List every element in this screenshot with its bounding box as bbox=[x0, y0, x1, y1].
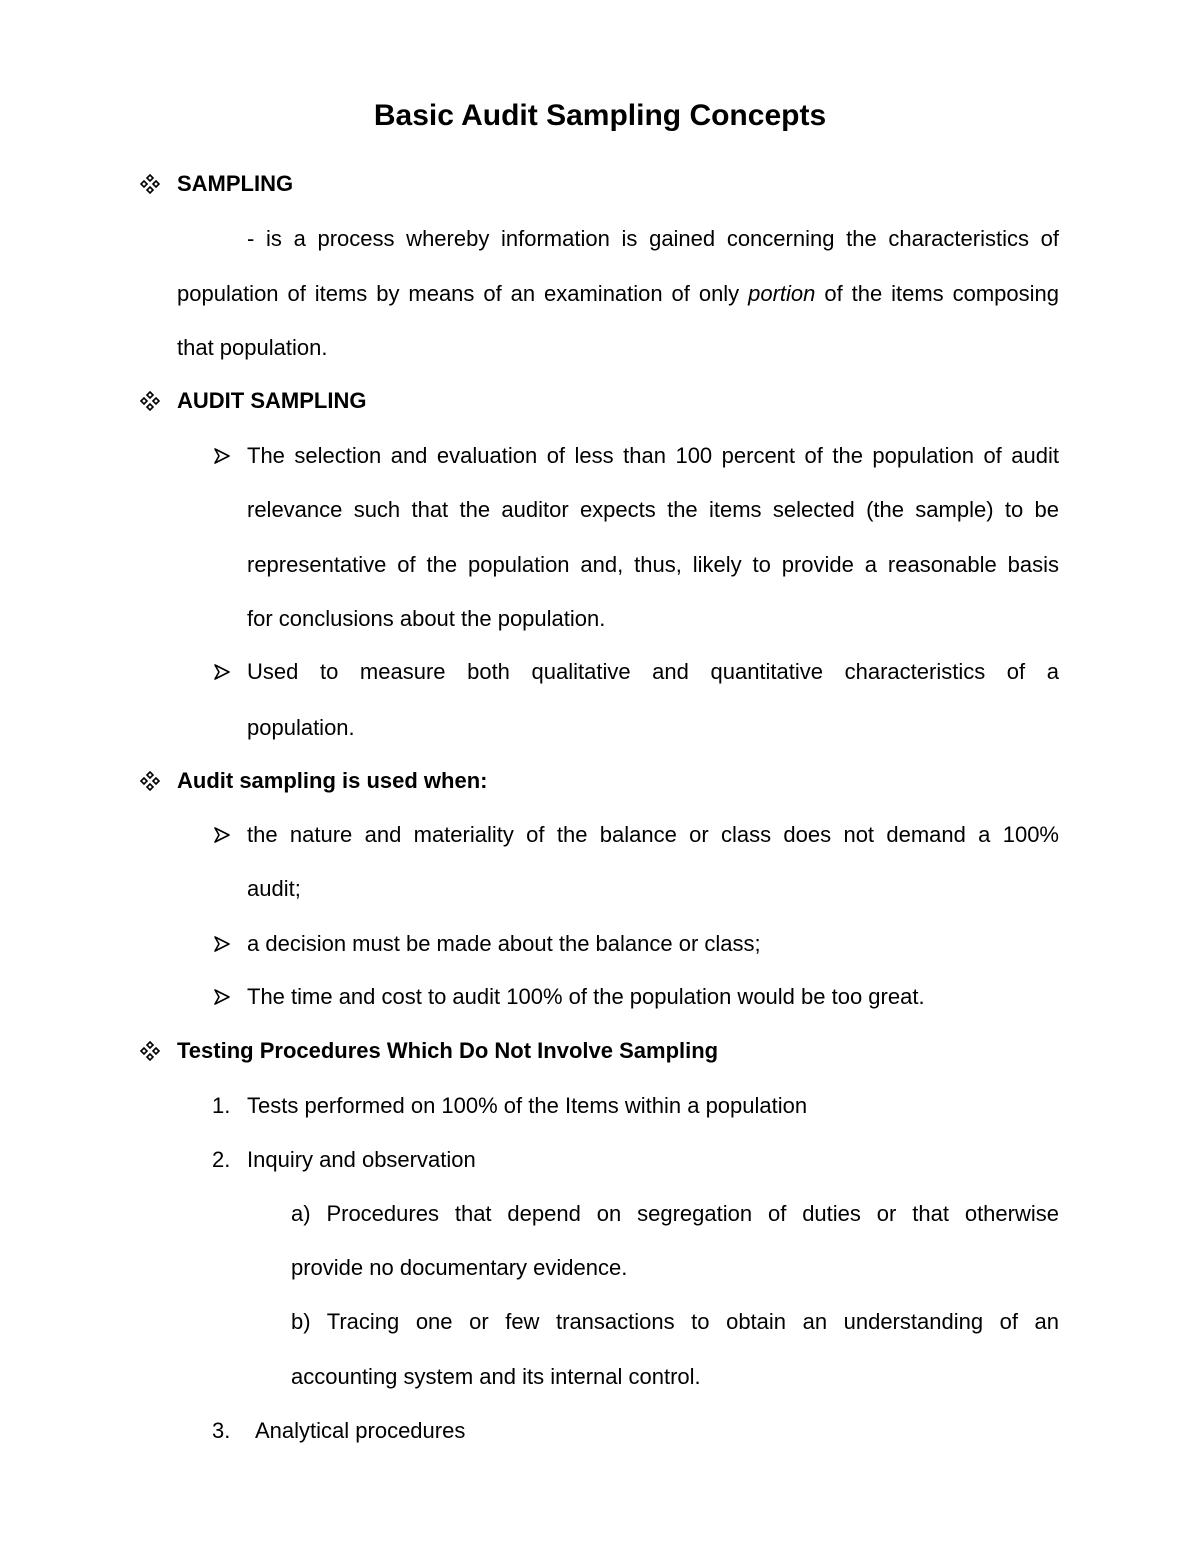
audit-sampling-item-1-line-1: The selection and evaluation of less than 100 percent of the population of audit bbox=[247, 443, 1059, 468]
sub-item-b-line-2: accounting system and its internal control. bbox=[291, 1364, 701, 1389]
four-diamond-bullet-icon bbox=[140, 1041, 160, 1061]
sampling-definition-line-1: - is a process whereby information is gained concerning the characteristics of bbox=[247, 226, 1059, 251]
four-diamond-bullet-icon bbox=[140, 391, 160, 411]
numbered-item-2-number: 2. bbox=[212, 1147, 231, 1172]
audit-sampling-item-2-line-2: population. bbox=[247, 715, 355, 740]
sub-item-a-line-2: provide no documentary evidence. bbox=[291, 1255, 628, 1280]
numbered-item-1-text: Tests performed on 100% of the Items within a population bbox=[247, 1093, 808, 1118]
section-heading-sampling: SAMPLING bbox=[177, 171, 294, 196]
sampling-definition-line-3: that population. bbox=[177, 335, 328, 360]
numbered-item-2-text: Inquiry and observation bbox=[247, 1147, 476, 1172]
sampling-definition-line-2: population of items by means of an examination of only portion of the items composing bbox=[177, 281, 1059, 306]
numbered-item-1-number: 1. bbox=[212, 1093, 231, 1118]
sub-item-a-line-1: a) Procedures that depend on segregation of duties or that otherwise bbox=[291, 1201, 1059, 1226]
arrowhead-bullet-icon bbox=[213, 935, 231, 953]
numbered-item-3-text: Analytical procedures bbox=[255, 1418, 466, 1443]
audit-sampling-item-1-line-3: representative of the population and, thus, likely to provide a reasonable basis bbox=[247, 552, 1059, 577]
emphasis-portion: portion bbox=[748, 281, 816, 306]
four-diamond-bullet-icon bbox=[140, 771, 160, 791]
page-title: Basic Audit Sampling Concepts bbox=[373, 99, 827, 132]
numbered-item-3-number: 3. bbox=[212, 1418, 231, 1443]
arrowhead-bullet-icon bbox=[213, 826, 231, 844]
four-diamond-bullet-icon bbox=[140, 174, 160, 194]
section-heading-audit-sampling: AUDIT SAMPLING bbox=[177, 388, 367, 413]
audit-sampling-item-1-line-4: for conclusions about the population. bbox=[247, 606, 606, 631]
audit-sampling-item-1-line-2: relevance such that the auditor expects the items selected (the sample) to be bbox=[247, 497, 1059, 522]
used-when-item-1-line-2: audit; bbox=[247, 876, 301, 901]
used-when-item-3: The time and cost to audit 100% of the population would be too great. bbox=[247, 984, 925, 1009]
used-when-item-2: a decision must be made about the balance or class; bbox=[247, 931, 761, 956]
audit-sampling-item-2-line-1: Used to measure both qualitative and quantitative characteristics of a bbox=[247, 659, 1059, 684]
sub-item-b-line-1: b) Tracing one or few transactions to obtain an understanding of an bbox=[291, 1309, 1059, 1334]
section-heading-testing-procedures: Testing Procedures Which Do Not Involve Sampling bbox=[177, 1038, 719, 1063]
used-when-item-1-line-1: the nature and materiality of the balance or class does not demand a 100% bbox=[247, 822, 1059, 847]
section-heading-used-when: Audit sampling is used when: bbox=[177, 768, 488, 793]
arrowhead-bullet-icon bbox=[213, 663, 231, 681]
arrowhead-bullet-icon bbox=[213, 447, 231, 465]
arrowhead-bullet-icon bbox=[213, 988, 231, 1006]
